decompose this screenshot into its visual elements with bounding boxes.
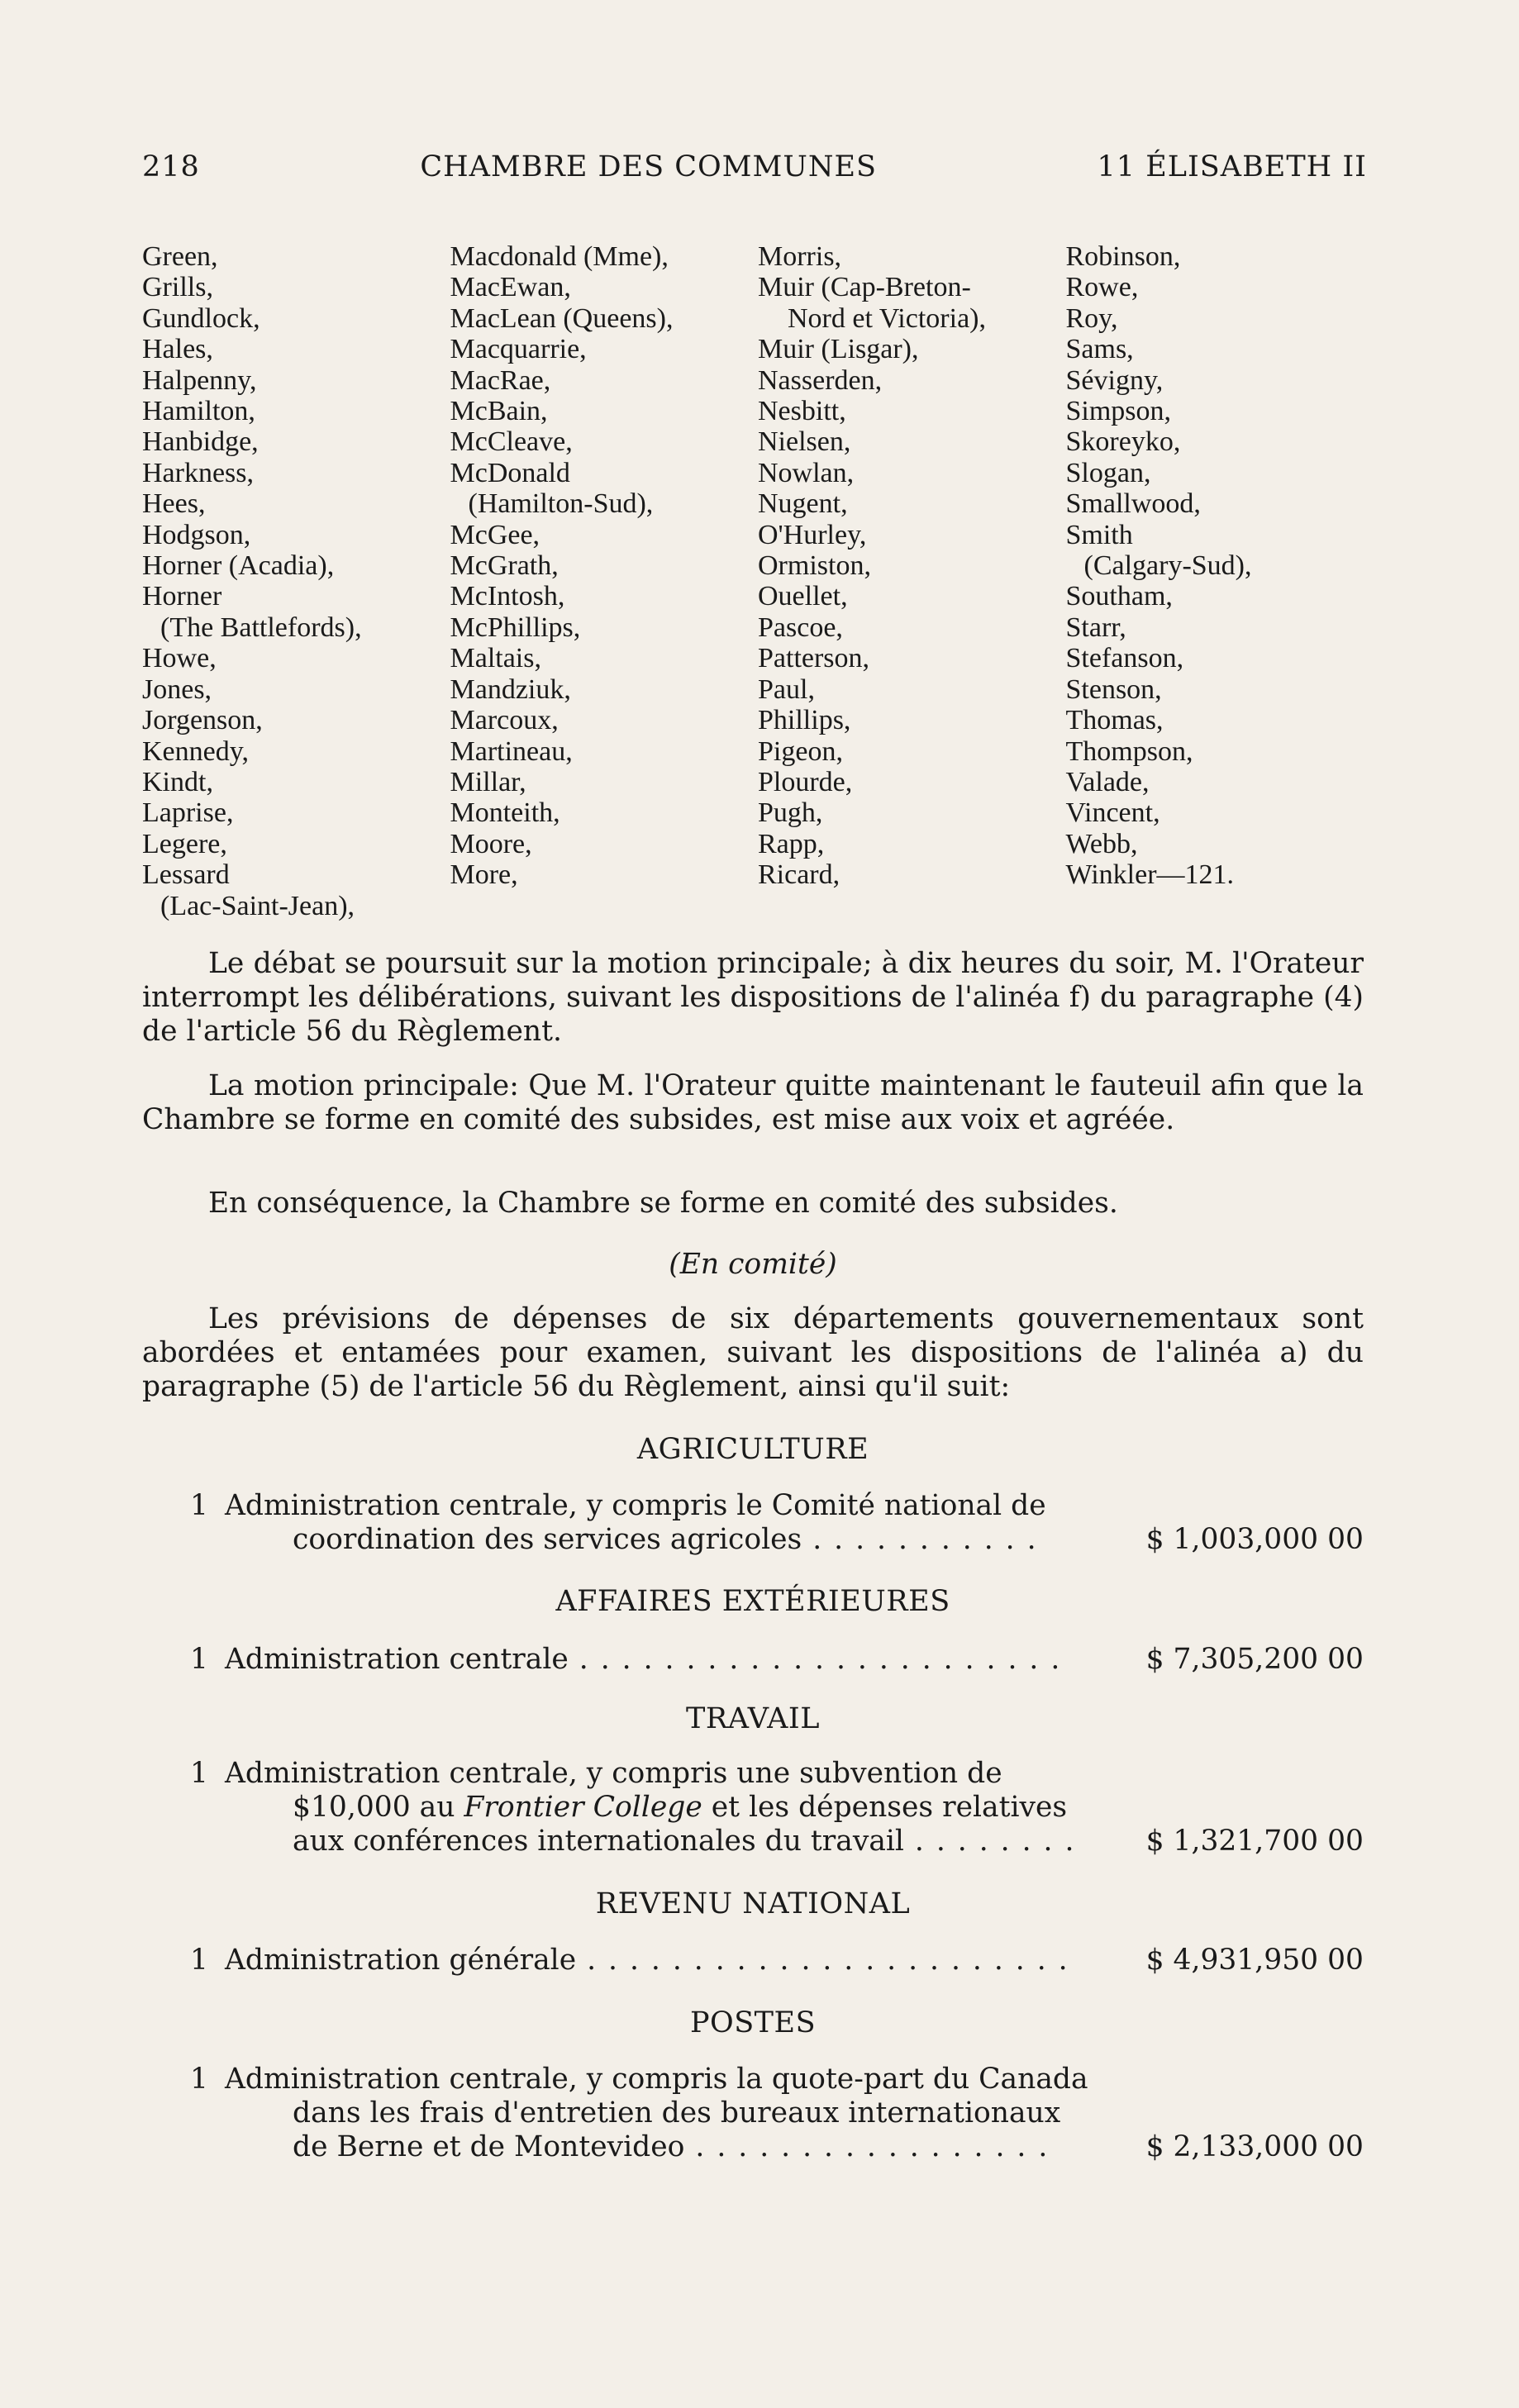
list-item: Morris,: [758, 241, 842, 272]
list-item: Pugh,: [758, 797, 823, 829]
list-item: Ricard,: [758, 859, 840, 891]
item-line-text: coordination des services agricoles: [293, 1523, 802, 1556]
paragraph-main-motion: La motion principale: Que M. l'Orateur quitte maintenant le fauteuil afin que la Chambre se forme en comité des subsides, est mise aux voix et agréée.: [142, 1069, 1364, 1136]
list-item: Rowe,: [1065, 272, 1139, 303]
item-line: Administration centrale, y compris une subvention de: [225, 1757, 1002, 1790]
list-item: Smith: [1065, 519, 1133, 550]
estimate-labour: [142, 1757, 1364, 1864]
list-item: Simpson,: [1065, 396, 1172, 427]
list-item: Macquarrie,: [450, 334, 587, 365]
item-line: [225, 1523, 1175, 1557]
item-line: [225, 1825, 1175, 1858]
list-item: Starr,: [1065, 612, 1126, 643]
list-item: Monteith,: [450, 797, 560, 829]
list-item: Howe,: [142, 643, 217, 674]
names-column-2: [450, 241, 759, 921]
item-number: 1: [190, 1643, 208, 1676]
item-line-text: Administration centrale: [225, 1643, 569, 1676]
item-line-italic: Frontier College: [464, 1791, 702, 1824]
item-amount: $ 2,133,000 00: [1145, 2130, 1364, 2163]
list-item: McCleave,: [450, 426, 573, 458]
in-committee-label: (En comité): [669, 1248, 837, 1281]
list-item: Robinson,: [1065, 241, 1181, 272]
list-item: Grills,: [142, 272, 213, 303]
item-description: [225, 2063, 1175, 2164]
paragraph-estimates: Les prévisions de dépenses de six départements gouvernementaux sont abordées et entamées pour examen, suivant les dispositions de l'alinéa a) du paragraphe (5) de l'article 56 du Règlement, ainsi qu'il suit:: [142, 1302, 1364, 1403]
list-item: Skoreyko,: [1065, 426, 1181, 458]
list-item: Rapp,: [758, 828, 825, 859]
list-item: Hodgson,: [142, 519, 251, 550]
list-item: (Calgary-Sud),: [1083, 550, 1252, 582]
leader-dots: . . . . . . . . . . . . . . . . . . . . . . .: [568, 1643, 1062, 1676]
list-item: Nugent,: [758, 488, 848, 520]
section-title-agriculture: AGRICULTURE: [636, 1433, 869, 1466]
item-amount: $ 7,305,200 00: [1145, 1643, 1364, 1676]
item-line: [225, 1643, 1175, 1677]
list-item: MacLean (Queens),: [450, 302, 674, 334]
item-line-text: Administration générale: [225, 1944, 577, 1977]
item-line-text: et les dépenses relatives: [702, 1791, 1068, 1824]
list-item: Sévigny,: [1065, 364, 1164, 396]
list-item: Maltais,: [450, 643, 541, 674]
item-number: 1: [190, 1489, 208, 1522]
list-item: Plourde,: [758, 766, 853, 797]
list-item: Nord et Victoria),: [788, 302, 986, 334]
list-item: Nasserden,: [758, 364, 883, 396]
list-item: MacRae,: [450, 364, 551, 396]
item-number: 1: [190, 2063, 208, 2096]
leader-dots: . . . . . . . . . . .: [802, 1523, 1038, 1556]
item-line-text: $10,000 au: [293, 1791, 464, 1824]
list-item: Pigeon,: [758, 735, 843, 767]
list-item: Hales,: [142, 334, 213, 365]
list-item: Halpenny,: [142, 364, 257, 396]
paragraph-debate: Le débat se poursuit sur la motion principale; à dix heures du soir, M. l'Orateur interrompt les délibérations, suivant les dispositions de l'alinéa f) du paragraphe (4) de l'article 56 du Règlement.: [142, 947, 1364, 1048]
section-title-national-revenue: REVENU NATIONAL: [595, 1887, 911, 1920]
item-line: Administration centrale, y compris la quote-part du Canada: [225, 2063, 1088, 2096]
list-item: Gundlock,: [142, 302, 260, 334]
list-item: Green,: [142, 241, 218, 272]
list-item: Winkler—121.: [1065, 859, 1235, 891]
list-item: Vincent,: [1065, 797, 1160, 829]
list-item: Hamilton,: [142, 396, 255, 427]
list-item: Legere,: [142, 828, 227, 859]
names-column-4: [1066, 241, 1374, 921]
page-title: CHAMBRE DES COMMUNES: [420, 150, 878, 183]
list-item: Nowlan,: [758, 457, 855, 488]
estimate-external-affairs: [142, 1643, 1364, 1680]
list-item: Hanbidge,: [142, 426, 259, 458]
item-line: [225, 1944, 1175, 1977]
section-title-labour: TRAVAIL: [686, 1702, 820, 1735]
item-amount: $ 4,931,950 00: [1145, 1944, 1364, 1977]
list-item: Hees,: [142, 488, 206, 520]
list-item: Thomas,: [1065, 705, 1164, 736]
estimate-agriculture: [142, 1489, 1364, 1563]
leader-dots: . . . . . . . . . . . . . . . . . . . . . . .: [576, 1944, 1069, 1977]
list-item: Slogan,: [1065, 457, 1151, 488]
list-item: Kindt,: [142, 766, 213, 797]
names-column-1: [142, 241, 450, 921]
list-item: Jones,: [142, 673, 212, 705]
paragraph-committee: En conséquence, la Chambre se forme en comité des subsides.: [208, 1187, 1118, 1220]
list-item: Horner: [142, 581, 222, 612]
list-item: (Lac-Saint-Jean),: [160, 890, 355, 921]
item-number: 1: [190, 1757, 208, 1790]
list-item: Lessard: [142, 859, 230, 891]
list-item: Millar,: [450, 766, 526, 797]
list-item: Phillips,: [758, 705, 851, 736]
list-item: Kennedy,: [142, 735, 250, 767]
item-line-text: de Berne et de Montevideo: [293, 2130, 685, 2163]
list-item: Pascoe,: [758, 612, 843, 643]
list-item: Macdonald (Mme),: [450, 241, 669, 272]
list-item: Laprise,: [142, 797, 234, 829]
list-item: Nesbitt,: [758, 396, 846, 427]
list-item: Marcoux,: [450, 705, 559, 736]
list-item: Valade,: [1065, 766, 1150, 797]
section-title-external-affairs: AFFAIRES EXTÉRIEURES: [555, 1585, 950, 1618]
reign-year: 11 ÉLISABETH II: [1097, 150, 1367, 183]
item-description: [225, 1643, 1175, 1677]
leader-dots: . . . . . . . . . . . . . . . . .: [684, 2130, 1050, 2163]
list-item: Harkness,: [142, 457, 255, 488]
list-item: Thompson,: [1065, 735, 1193, 767]
names-list: [142, 241, 1374, 921]
section-title-post: POSTES: [689, 2006, 817, 2039]
list-item: O'Hurley,: [758, 519, 867, 550]
list-item: Stenson,: [1065, 673, 1162, 705]
leader-dots: . . . . . . . .: [903, 1825, 1076, 1858]
estimate-national-revenue: [142, 1944, 1364, 1981]
list-item: Horner (Acadia),: [142, 550, 335, 582]
list-item: Paul,: [758, 673, 815, 705]
list-item: McDonald: [450, 457, 570, 488]
list-item: Mandziuk,: [450, 673, 571, 705]
item-description: [225, 1489, 1175, 1557]
list-item: Nielsen,: [758, 426, 851, 458]
item-line-text: aux conférences internationales du travail: [293, 1825, 904, 1858]
item-description: [225, 1757, 1175, 1858]
list-item: Patterson,: [758, 643, 870, 674]
list-item: McGee,: [450, 519, 540, 550]
list-item: McPhillips,: [450, 612, 581, 643]
item-line: Administration centrale, y compris le Comité national de: [225, 1489, 1046, 1522]
list-item: Ormiston,: [758, 550, 871, 582]
list-item: Roy,: [1065, 302, 1118, 334]
list-item: Martineau,: [450, 735, 573, 767]
list-item: Smallwood,: [1065, 488, 1201, 520]
list-item: Sams,: [1065, 334, 1134, 365]
list-item: Southam,: [1065, 581, 1173, 612]
list-item: Muir (Cap-Breton-: [758, 272, 971, 303]
list-item: McGrath,: [450, 550, 559, 582]
list-item: Webb,: [1065, 828, 1138, 859]
item-line: [225, 1791, 1175, 1825]
item-description: [225, 1944, 1175, 1977]
list-item: McBain,: [450, 396, 548, 427]
list-item: More,: [450, 859, 518, 891]
list-item: Muir (Lisgar),: [758, 334, 919, 365]
item-line: dans les frais d'entretien des bureaux internationaux: [293, 2096, 1061, 2130]
estimate-post: [142, 2063, 1364, 2170]
item-amount: $ 1,321,700 00: [1145, 1825, 1364, 1858]
list-item: Moore,: [450, 828, 532, 859]
list-item: Jorgenson,: [142, 705, 263, 736]
page-header: [142, 150, 1367, 183]
list-item: (Hamilton-Sud),: [468, 488, 654, 520]
page-number: 218: [142, 150, 200, 183]
item-line: [225, 2130, 1175, 2164]
list-item: (The Battlefords),: [160, 612, 362, 643]
list-item: McIntosh,: [450, 581, 565, 612]
list-item: Stefanson,: [1065, 643, 1184, 674]
item-number: 1: [190, 1944, 208, 1977]
item-amount: $ 1,003,000 00: [1145, 1523, 1364, 1556]
list-item: MacEwan,: [450, 272, 571, 303]
names-column-3: [758, 241, 1066, 921]
in-committee-heading: [142, 1248, 1364, 1282]
list-item: Ouellet,: [758, 581, 848, 612]
